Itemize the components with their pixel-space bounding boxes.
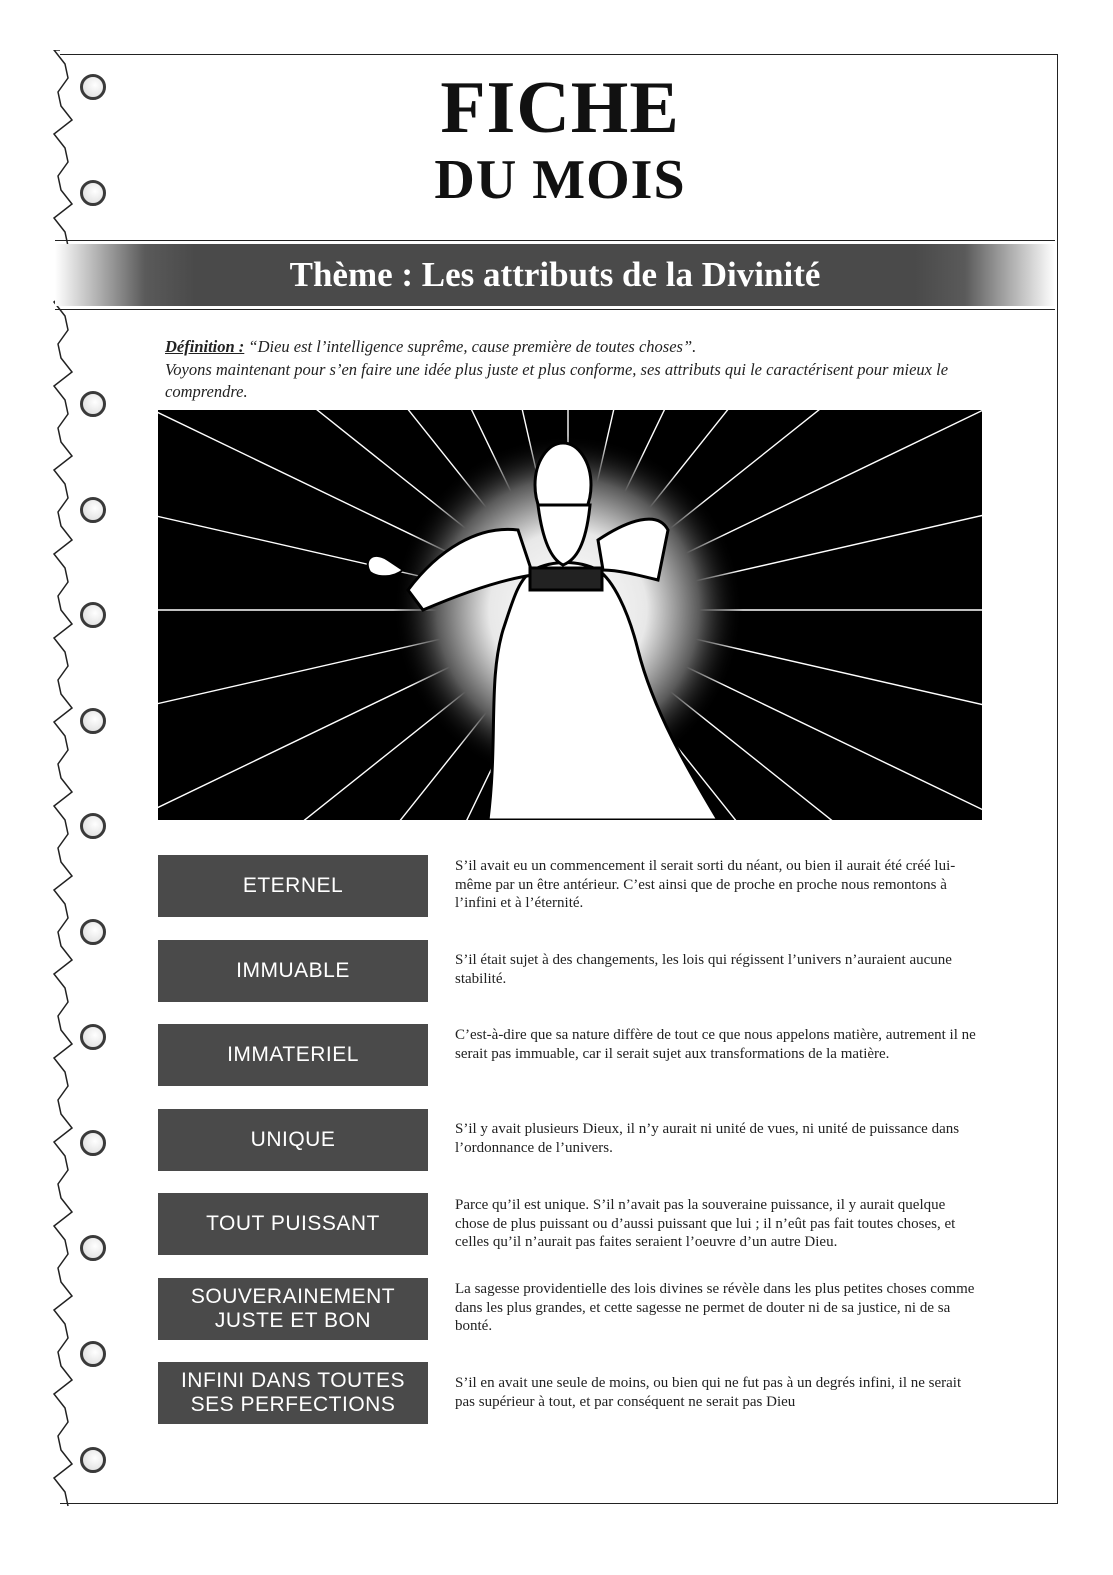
definition-quote: “Dieu est l’intelligence suprême, cause première de toutes choses”. <box>244 337 697 356</box>
divine-figure-illustration <box>158 410 982 820</box>
attribute-description: Parce qu’il est unique. S’il n’avait pas la souveraine puissance, il y aurait quelque chose de plus puissant ou d’aussi puissant que lui ; il n’eût pas fait toutes choses, et celles qu’il n’aurait pas faites seraient l’oeuvre d’un autre Dieu. <box>455 1197 956 1250</box>
binder-ring-icon <box>80 813 106 839</box>
binder-ring-icon <box>80 708 106 734</box>
attribute-label-line: IMMATERIEL <box>227 1043 359 1066</box>
binder-ring-icon <box>80 497 106 523</box>
attribute-description: S’il avait eu un commencement il serait sorti du néant, ou bien il aurait été créé lui-même par un être antérieur. C’est ainsi que de proche en proche nous remontons à l’infini et à l’éternité. <box>455 858 956 911</box>
attribute-description: S’il y avait plusieurs Dieux, il n’y aurait ni unité de vues, ni unité de puissance dans l’ordonnance de l’univers. <box>455 1121 960 1156</box>
attribute-label-eternel <box>158 855 428 917</box>
attribute-label-line: TOUT PUISSANT <box>206 1212 380 1235</box>
definition-body: Voyons maintenant pour s’en faire une idée plus juste et plus conforme, ses attributs qui le caractérisent pour mieux le comprendre. <box>165 359 949 401</box>
divider-top <box>55 240 1055 241</box>
attribute-label-line: INFINI DANS TOUTES <box>180 1369 406 1392</box>
divider-bottom <box>55 309 1055 310</box>
page-title <box>330 67 790 216</box>
attribute-label-line: SOUVERAINEMENT <box>190 1285 396 1308</box>
binder-ring-icon <box>80 180 106 206</box>
definition-label: Définition : <box>165 337 245 356</box>
binder-ring-icon <box>80 74 106 100</box>
attribute-label-immateriel <box>158 1024 428 1086</box>
definition-block <box>165 336 995 404</box>
binder-ring-icon <box>80 1024 106 1050</box>
title-line-1: FICHE <box>440 67 680 149</box>
attribute-description: C’est-à-dire que sa nature diffère de tout ce que nous appelons matière, autrement il ne serait pas immuable, car il serait sujet aux transformations de la matière. <box>455 1027 976 1062</box>
binder-ring-icon <box>80 1235 106 1261</box>
attribute-description: La sagesse providentielle des lois divines se révèle dans les plus petites choses comme dans les plus grandes, et cette sagesse ne permet de douter ni de sa justice, ni de sa bonté. <box>455 1281 975 1334</box>
binder-ring-icon <box>80 602 106 628</box>
attribute-label-tout-puissant <box>158 1193 428 1255</box>
binder-ring-icon <box>80 1341 106 1367</box>
theme-banner <box>55 244 1055 306</box>
radiating-light-image <box>158 410 982 820</box>
attribute-label-line: ETERNEL <box>242 874 344 897</box>
binder-ring-icon <box>80 919 106 945</box>
attribute-label-line: UNIQUE <box>250 1128 336 1151</box>
attribute-label-line: JUSTE ET BON <box>214 1309 372 1332</box>
binder-ring-icon <box>80 1130 106 1156</box>
attribute-label-line: IMMUABLE <box>236 959 350 982</box>
attribute-label-souverainement <box>158 1278 428 1340</box>
attribute-description: S’il en avait une seule de moins, ou bien qui ne fut pas à un degrés infini, il ne serait pas supérieur à tout, et par conséquent ne serait pas Dieu <box>455 1375 962 1410</box>
binder-ring-icon <box>80 1447 106 1473</box>
attribute-label-infini <box>158 1362 428 1424</box>
title-line-2: DU MOIS <box>434 149 686 211</box>
attribute-label-line: SES PERFECTIONS <box>190 1393 396 1416</box>
attribute-description: S’il était sujet à des changements, les lois qui régissent l’univers n’auraient aucune stabilité. <box>455 952 952 987</box>
attribute-label-immuable <box>158 940 428 1002</box>
binder-ring-icon <box>80 391 106 417</box>
attribute-label-unique <box>158 1109 428 1171</box>
theme-title: Thème : Les attributs de la Divinité <box>289 255 821 294</box>
